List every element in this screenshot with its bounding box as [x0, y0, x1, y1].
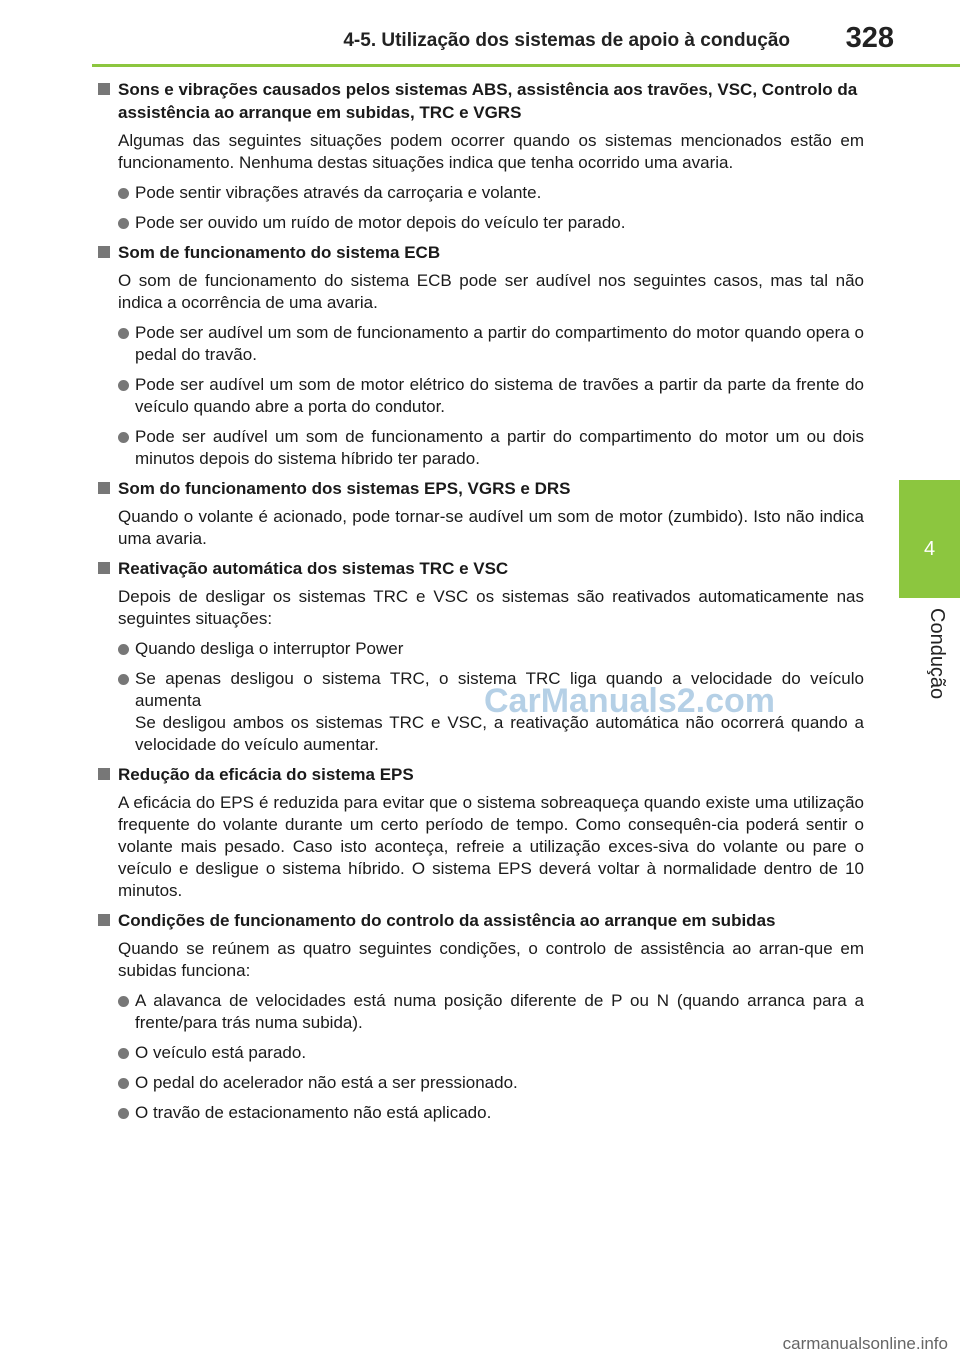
- section-body: Depois de desligar os sistemas TRC e VSC os sistemas são reativados automaticamente nas seguintes situações:: [118, 587, 864, 628]
- section-body: Algumas das seguintes situações podem ocorrer quando os sistemas mencionados estão em funcionamento. Nenhuma destas situações indica que tenha ocorrido uma avaria.: [118, 131, 864, 172]
- section: [98, 909, 864, 1124]
- list-item-text: Quando desliga o interruptor Power: [135, 639, 404, 658]
- list-item-text: A alavanca de velocidades está numa posição diferente de P ou N (quando arranca para a frente/para trás numa subida).: [135, 991, 864, 1032]
- section: [98, 477, 864, 550]
- section-heading: [98, 909, 864, 932]
- side-tab-label: Condução: [926, 608, 948, 700]
- watermark: CarManuals2.com: [484, 682, 775, 720]
- round-bullet-icon: [118, 644, 129, 655]
- list-item-text: Se apenas desligou o sistema TRC, o sistema TRC liga quando a velocidade do veículo aumenta Se desligou ambos os sistemas TRC e VSC, a reativação automática não ocorrerá quando a velocidade do veículo aumentar.: [135, 669, 864, 754]
- list-item: [118, 322, 864, 366]
- list-item: [118, 426, 864, 470]
- list-item-text: O veículo está parado.: [135, 1043, 307, 1062]
- side-tab-number: 4: [923, 538, 936, 560]
- list-item: [118, 638, 864, 660]
- square-bullet-icon: [98, 482, 110, 494]
- section-heading-text: Som de funcionamento do sistema ECB: [118, 243, 441, 262]
- section: [98, 241, 864, 470]
- list-item: [118, 1042, 864, 1064]
- section-heading-text: Redução da eficácia do sistema EPS: [118, 765, 414, 784]
- list-item-text: Pode ser audível um som de motor elétrico do sistema de travões a partir da parte da frente do veículo quando abre a porta do condutor.: [135, 375, 864, 416]
- section-body: Quando se reúnem as quatro seguintes condições, o controlo de assistência ao arran-que em subidas funciona:: [118, 939, 864, 980]
- footer-watermark: carmanualsonline.info: [782, 1334, 948, 1353]
- section-heading: [98, 241, 864, 264]
- list-item-text: Pode ser audível um som de funcionamento a partir do compartimento do motor um ou dois minutos depois do sistema híbrido ter parado.: [135, 427, 864, 468]
- list-item: [118, 212, 864, 234]
- round-bullet-icon: [118, 1108, 129, 1119]
- list-item-text: Pode ser ouvido um ruído de motor depois do veículo ter parado.: [135, 213, 626, 232]
- section: [98, 78, 864, 234]
- header-rule: [92, 64, 960, 67]
- round-bullet-icon: [118, 380, 129, 391]
- round-bullet-icon: [118, 674, 129, 685]
- round-bullet-icon: [118, 188, 129, 199]
- round-bullet-icon: [118, 1078, 129, 1089]
- section: [98, 763, 864, 902]
- side-tab: [899, 480, 960, 598]
- square-bullet-icon: [98, 768, 110, 780]
- section-heading: [98, 78, 864, 124]
- content: [98, 78, 864, 1131]
- header-title: 4-5. Utilização dos sistemas de apoio à condução: [343, 30, 790, 51]
- section: [98, 557, 864, 756]
- list-item: [118, 374, 864, 418]
- section-heading-text: Som do funcionamento dos sistemas EPS, VGRS e DRS: [118, 479, 571, 498]
- list-item: [118, 1072, 864, 1094]
- round-bullet-icon: [118, 328, 129, 339]
- round-bullet-icon: [118, 996, 129, 1007]
- page-number: 328: [845, 22, 894, 54]
- round-bullet-icon: [118, 218, 129, 229]
- section-body: Quando o volante é acionado, pode tornar-se audível um som de motor (zumbido). Isto não indica uma avaria.: [118, 507, 864, 548]
- section-body: O som de funcionamento do sistema ECB pode ser audível nos seguintes casos, mas tal não indica a ocorrência de uma avaria.: [118, 271, 864, 312]
- section-heading-text: Sons e vibrações causados pelos sistemas ABS, assistência aos travões, VSC, Controlo da assistência ao arranque em subidas, TRC e VGRS: [118, 80, 858, 122]
- square-bullet-icon: [98, 562, 110, 574]
- section-body: A eficácia do EPS é reduzida para evitar que o sistema sobreaqueça quando existe uma utilização frequente do volante durante um certo período de tempo. Como consequên-cia poderá sentir o volante mais pesado. Caso isto aconteça, refreie a utilização exces-siva do volante ou pare o veículo e desligue o sistema híbrido. O sistema EPS deverá voltar à normalidade dentro de 10 minutos.: [118, 793, 864, 900]
- square-bullet-icon: [98, 246, 110, 258]
- square-bullet-icon: [98, 83, 110, 95]
- list-item-text: Pode ser audível um som de funcionamento a partir do compartimento do motor quando opera o pedal do travão.: [135, 323, 864, 364]
- section-heading: [98, 557, 864, 580]
- section-heading-text: Condições de funcionamento do controlo da assistência ao arranque em subidas: [118, 911, 776, 930]
- section-heading: [98, 763, 864, 786]
- section-heading-text: Reativação automática dos sistemas TRC e VSC: [118, 559, 509, 578]
- list-item: [118, 182, 864, 204]
- round-bullet-icon: [118, 432, 129, 443]
- list-item-text: Pode sentir vibrações através da carroçaria e volante.: [135, 183, 542, 202]
- list-item: [118, 990, 864, 1034]
- list-item-text: O pedal do acelerador não está a ser pressionado.: [135, 1073, 518, 1092]
- list-item-text: O travão de estacionamento não está aplicado.: [135, 1103, 492, 1122]
- section-heading: [98, 477, 864, 500]
- list-item: [118, 1102, 864, 1124]
- square-bullet-icon: [98, 914, 110, 926]
- round-bullet-icon: [118, 1048, 129, 1059]
